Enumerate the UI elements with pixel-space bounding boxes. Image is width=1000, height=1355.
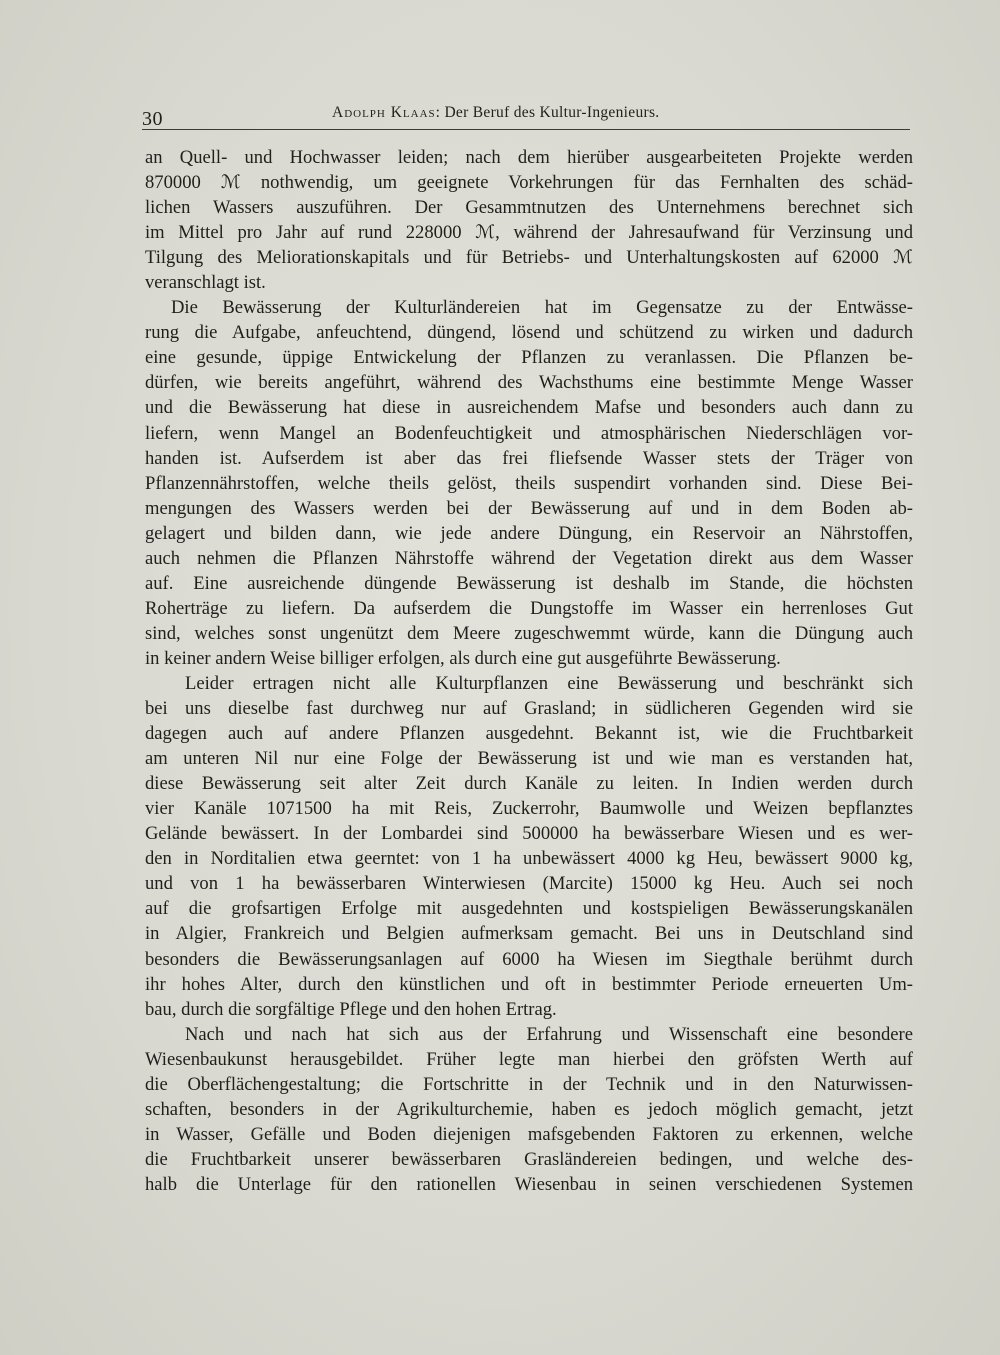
- page-header: [142, 100, 910, 132]
- text-line: die Oberflächengestaltung; die Fortschritte in der Technik und in den Naturwissen-: [145, 1073, 913, 1095]
- text-line: sind, welches sonst ungenützt dem Meere zugeschwemmt würde, kann die Düngung auch: [145, 622, 913, 644]
- text-line: in Wasser, Gefälle und Boden diejenigen mafsgebenden Faktoren zu erkennen, welche: [145, 1123, 913, 1145]
- text-line: mengungen des Wassers werden bei der Bewässerung auf und in dem Boden ab-: [145, 497, 913, 519]
- text-line: an Quell- und Hochwasser leiden; nach dem hierüber ausgearbeiteten Projekte werden: [145, 147, 913, 168]
- page-number: 30: [142, 108, 163, 130]
- text-line: 870000 ℳ nothwendig, um geeignete Vorkehrungen für das Fernhalten des schäd-: [145, 172, 913, 194]
- text-line: liefern, wenn Mangel an Bodenfeuchtigkeit und atmosphärischen Niederschlägen vor-: [145, 422, 913, 444]
- text-line: die Fruchtbarkeit unserer bewässerbaren Grasländereien bedingen, und welche des-: [145, 1148, 913, 1170]
- text-line: rung die Aufgabe, anfeuchtend, düngend, lösend und schützend zu wirken und dadurch: [145, 322, 913, 344]
- text-line: Die Bewässerung der Kulturländereien hat im Gegensatze zu der Entwässe-: [171, 297, 913, 319]
- text-line: auch nehmen die Pflanzen Nährstoffe während der Vegetation direkt aus dem Wasser: [145, 547, 913, 569]
- text-line: Roherträge zu liefern. Da aufserdem die Dungstoffe im Wasser ein herrenloses Gut: [145, 597, 913, 619]
- text-line: ihr hohes Alter, durch den künstlichen und oft in bestimmter Periode erneuerten Um-: [145, 973, 913, 995]
- text-line: am unteren Nil nur eine Folge der Bewässerung ist und wie man es verstanden hat,: [145, 748, 913, 770]
- text-line: in Algier, Frankreich und Belgien aufmerksam gemacht. Bei uns in Deutschland sind: [145, 923, 913, 945]
- text-line: halb die Unterlage für den rationellen Wiesenbau in seinen verschiedenen Systemen: [145, 1173, 913, 1195]
- running-head-title: : Der Beruf des Kultur-Ingenieurs.: [435, 104, 660, 121]
- text-line: besonders die Bewässerungsanlagen auf 6000 ha Wiesen im Siegthale berühmt durch: [145, 948, 913, 970]
- text-line: den in Norditalien etwa geerntet: von 1 ha unbewässert 4000 kg Heu, bewässert 9000 kg,: [145, 848, 913, 870]
- text-line: Wiesenbaukunst herausgebildet. Früher legte man hierbei den gröfsten Werth auf: [145, 1048, 913, 1070]
- text-line: bei uns dieselbe fast durchweg nur auf Grasland; in südlicheren Gegenden wird sie: [145, 698, 913, 720]
- text-line: schaften, besonders in der Agrikulturchemie, haben es jedoch möglich gemacht, jetzt: [145, 1098, 913, 1120]
- text-line: Nach und nach hat sich aus der Erfahrung und Wissenschaft eine besondere: [185, 1023, 913, 1045]
- text-line: diese Bewässerung seit alter Zeit durch Kanäle zu leiten. In Indien werden durch: [145, 773, 913, 795]
- running-head: [332, 104, 659, 122]
- text-line: auf die grofsartigen Erfolge mit ausgedehnten und kostspieligen Bewässerungskanälen: [145, 898, 913, 920]
- text-line: Tilgung des Meliorationskapitals und für Betriebs- und Unterhaltungskosten auf 62000 ℳ: [145, 247, 913, 269]
- text-line: gelagert und bilden dann, wie jede andere Düngung, ein Reservoir an Nährstoffen,: [145, 522, 913, 544]
- running-head-author: Adolph Klaas: [332, 104, 436, 121]
- text-line: Gelände bewässert. In der Lombardei sind 500000 ha bewässerbare Wiesen und es wer-: [145, 823, 913, 845]
- text-line: Leider ertragen nicht alle Kulturpflanzen eine Bewässerung und beschränkt sich: [185, 672, 913, 694]
- text-line: im Mittel pro Jahr auf rund 228000 ℳ, während der Jahresaufwand für Verzinsung und: [145, 222, 913, 244]
- text-line: auf. Eine ausreichende düngende Bewässerung ist deshalb im Stande, die höchsten: [145, 572, 913, 594]
- text-line: und von 1 ha bewässerbaren Winterwiesen (Marcite) 15000 kg Heu. Auch sei noch: [145, 873, 913, 895]
- text-line: handen ist. Aufserdem ist aber das frei fliefsende Wasser stets der Träger von: [145, 447, 913, 469]
- body-text: [145, 145, 913, 1197]
- text-line: Pflanzennährstoffen, welche theils gelöst, theils suspendirt vorhanden sind. Diese Bei-: [145, 472, 913, 494]
- text-line: veranschlagt ist.: [145, 272, 266, 294]
- text-line: vier Kanäle 1071500 ha mit Reis, Zuckerrohr, Baumwolle und Weizen bepflanztes: [145, 798, 913, 820]
- text-line: eine gesunde, üppige Entwickelung der Pflanzen zu veranlassen. Die Pflanzen be-: [145, 347, 913, 369]
- text-line: in keiner andern Weise billiger erfolgen, als durch eine gut ausgeführte Bewässerung.: [145, 647, 781, 669]
- text-line: und die Bewässerung hat diese in ausreichendem Mafse und besonders auch dann zu: [145, 397, 913, 419]
- text-line: bau, durch die sorgfältige Pflege und den hohen Ertrag.: [145, 998, 557, 1020]
- text-line: dürfen, wie bereits angeführt, während des Wachsthums eine bestimmte Menge Wasser: [145, 372, 913, 394]
- text-line: lichen Wassers auszuführen. Der Gesammtnutzen des Unternehmens berechnet sich: [145, 197, 913, 219]
- text-line: dagegen auch auf andere Pflanzen ausgedehnt. Bekannt ist, wie die Fruchtbarkeit: [145, 723, 913, 745]
- header-rule: [142, 129, 910, 130]
